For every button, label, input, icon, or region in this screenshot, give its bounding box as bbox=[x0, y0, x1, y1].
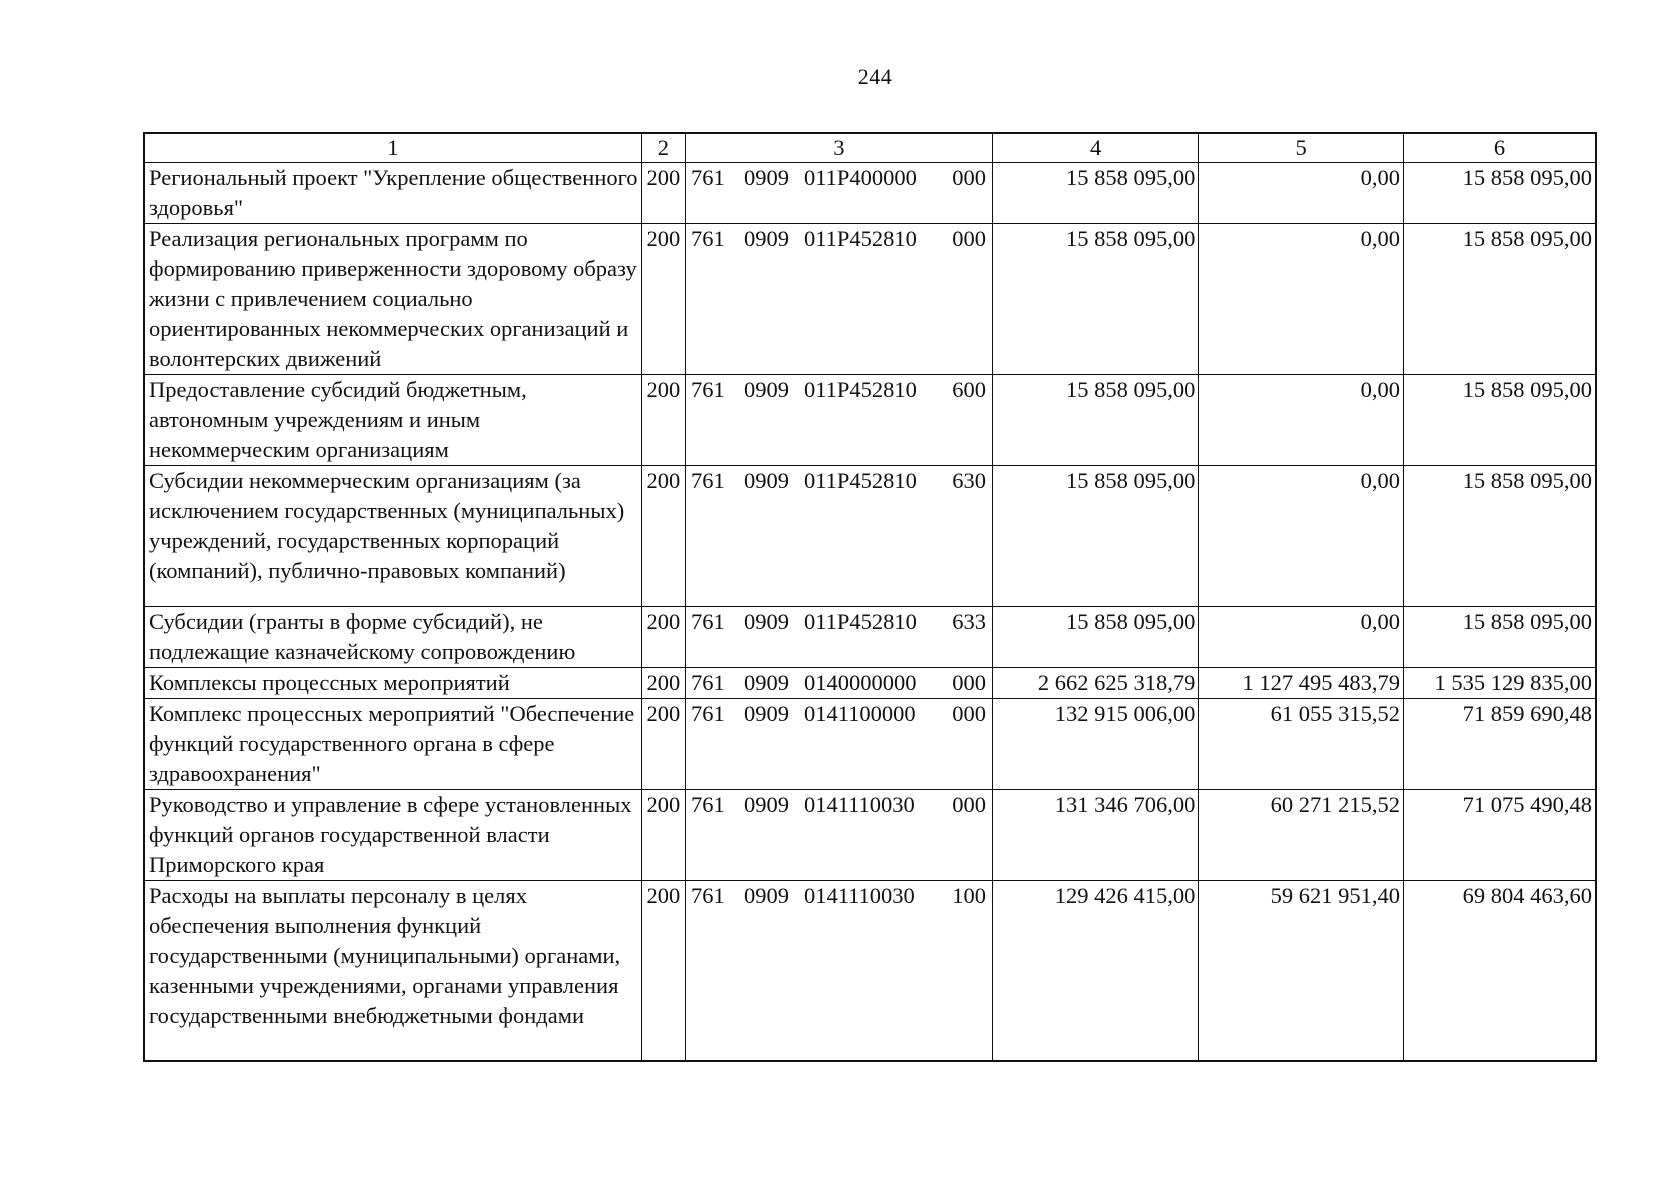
code-section: 0909 bbox=[743, 883, 789, 908]
header-row bbox=[144, 133, 1596, 163]
code-department: 761 bbox=[690, 792, 725, 817]
row-classification-code-cell bbox=[685, 699, 992, 790]
row-amount-col6-cell: 1 535 129 835,00 bbox=[1403, 668, 1596, 699]
table-body bbox=[144, 163, 1596, 1061]
code-department: 761 bbox=[690, 701, 725, 726]
code-section: 0909 bbox=[743, 377, 789, 402]
code-expense-type: 630 bbox=[952, 468, 986, 493]
row-name-cell: Руководство и управление в сфере установленных функций органов государственной власти Приморского края bbox=[144, 790, 641, 881]
row-classification-code-cell bbox=[685, 163, 992, 224]
row-amount-col4-cell: 2 662 625 318,79 bbox=[992, 668, 1199, 699]
row-classification-code-cell bbox=[685, 668, 992, 699]
row-code-200-cell: 200 bbox=[641, 224, 685, 375]
table-row bbox=[144, 790, 1596, 881]
row-amount-col6-cell: 15 858 095,00 bbox=[1403, 607, 1596, 668]
row-name-cell: Субсидии (гранты в форме субсидий), не подлежащие казначейскому сопровождению bbox=[144, 607, 641, 668]
row-amount-col5-cell: 59 621 951,40 bbox=[1199, 881, 1404, 1061]
classification-code bbox=[686, 881, 992, 911]
row-code-200-cell: 200 bbox=[641, 881, 685, 1061]
row-name-cell: Комплексы процессных мероприятий bbox=[144, 668, 641, 699]
code-target-article: 011P452810 bbox=[803, 226, 917, 251]
classification-code bbox=[686, 224, 992, 254]
row-amount-col4-cell: 129 426 415,00 bbox=[992, 881, 1199, 1061]
code-section: 0909 bbox=[743, 226, 789, 251]
row-amount-col5-cell: 0,00 bbox=[1199, 224, 1404, 375]
table-row bbox=[144, 607, 1596, 668]
code-expense-type: 000 bbox=[952, 670, 986, 695]
code-section: 0909 bbox=[743, 468, 789, 493]
page-number: 244 bbox=[857, 64, 893, 89]
code-department: 761 bbox=[690, 670, 725, 695]
row-amount-col4-cell: 15 858 095,00 bbox=[992, 224, 1199, 375]
code-department: 761 bbox=[690, 883, 725, 908]
row-classification-code-cell bbox=[685, 224, 992, 375]
code-expense-type: 633 bbox=[952, 609, 986, 634]
code-target-article: 0140000000 bbox=[803, 670, 917, 695]
code-expense-type: 000 bbox=[952, 165, 986, 190]
row-name-cell: Расходы на выплаты персоналу в целях обеспечения выполнения функций государственными (муниципальными) органами, казенными учреждениями, органами управления государственными внебюджетными фондами bbox=[144, 881, 641, 1061]
table-row bbox=[144, 699, 1596, 790]
row-amount-col5-cell: 0,00 bbox=[1199, 163, 1404, 224]
classification-code bbox=[686, 699, 992, 729]
code-target-article: 011P400000 bbox=[803, 165, 917, 190]
row-amount-col4-cell: 15 858 095,00 bbox=[992, 466, 1199, 607]
classification-code bbox=[686, 466, 992, 496]
row-name-cell: Реализация региональных программ по формированию приверженности здоровому образу жизни с привлечением социально ориентированных некоммерческих организаций и волонтерских движений bbox=[144, 224, 641, 375]
column-header-1: 1 bbox=[144, 133, 641, 163]
code-target-article: 011P452810 bbox=[803, 468, 917, 493]
row-amount-col4-cell: 15 858 095,00 bbox=[992, 163, 1199, 224]
row-amount-col5-cell: 61 055 315,52 bbox=[1199, 699, 1404, 790]
table-row bbox=[144, 224, 1596, 375]
row-name-cell: Субсидии некоммерческим организациям (за исключением государственных (муниципальных) учреждений, государственных корпораций (компаний), публично-правовых компаний) bbox=[144, 466, 641, 607]
row-amount-col6-cell: 15 858 095,00 bbox=[1403, 224, 1596, 375]
row-code-200-cell: 200 bbox=[641, 668, 685, 699]
code-department: 761 bbox=[690, 165, 725, 190]
row-code-200-cell: 200 bbox=[641, 163, 685, 224]
code-expense-type: 600 bbox=[952, 377, 986, 402]
code-target-article: 0141110030 bbox=[803, 792, 915, 817]
column-header-4: 4 bbox=[992, 133, 1199, 163]
row-name-cell: Региональный проект "Укрепление общественного здоровья" bbox=[144, 163, 641, 224]
table-header bbox=[144, 133, 1596, 163]
row-classification-code-cell bbox=[685, 466, 992, 607]
row-amount-col4-cell: 131 346 706,00 bbox=[992, 790, 1199, 881]
code-section: 0909 bbox=[743, 670, 789, 695]
row-name-cell: Комплекс процессных мероприятий "Обеспечение функций государственного органа в сфере здравоохранения" bbox=[144, 699, 641, 790]
row-code-200-cell: 200 bbox=[641, 607, 685, 668]
classification-code bbox=[686, 607, 992, 637]
row-amount-col5-cell: 0,00 bbox=[1199, 466, 1404, 607]
code-target-article: 011P452810 bbox=[803, 377, 917, 402]
row-classification-code-cell bbox=[685, 881, 992, 1061]
row-code-200-cell: 200 bbox=[641, 466, 685, 607]
column-header-5: 5 bbox=[1199, 133, 1404, 163]
row-amount-col6-cell: 69 804 463,60 bbox=[1403, 881, 1596, 1061]
row-amount-col4-cell: 15 858 095,00 bbox=[992, 607, 1199, 668]
row-name-cell: Предоставление субсидий бюджетным, автономным учреждениям и иным некоммерческим организациям bbox=[144, 375, 641, 466]
row-amount-col6-cell: 71 075 490,48 bbox=[1403, 790, 1596, 881]
column-header-3: 3 bbox=[685, 133, 992, 163]
table-row bbox=[144, 375, 1596, 466]
table-row bbox=[144, 668, 1596, 699]
table-row bbox=[144, 163, 1596, 224]
column-header-6: 6 bbox=[1403, 133, 1596, 163]
row-code-200-cell: 200 bbox=[641, 699, 685, 790]
code-section: 0909 bbox=[743, 609, 789, 634]
table-row bbox=[144, 881, 1596, 1061]
code-expense-type: 000 bbox=[952, 226, 986, 251]
code-department: 761 bbox=[690, 609, 725, 634]
column-header-2: 2 bbox=[641, 133, 685, 163]
classification-code bbox=[686, 790, 992, 820]
row-amount-col5-cell: 60 271 215,52 bbox=[1199, 790, 1404, 881]
code-expense-type: 100 bbox=[952, 883, 986, 908]
budget-table bbox=[143, 132, 1597, 1062]
code-department: 761 bbox=[690, 377, 725, 402]
code-target-article: 011P452810 bbox=[803, 609, 917, 634]
row-amount-col6-cell: 15 858 095,00 bbox=[1403, 466, 1596, 607]
code-department: 761 bbox=[690, 226, 725, 251]
row-amount-col5-cell: 0,00 bbox=[1199, 607, 1404, 668]
classification-code bbox=[686, 668, 992, 698]
code-target-article: 0141110030 bbox=[803, 883, 915, 908]
classification-code bbox=[686, 163, 992, 193]
row-amount-col5-cell: 0,00 bbox=[1199, 375, 1404, 466]
row-amount-col6-cell: 15 858 095,00 bbox=[1403, 375, 1596, 466]
row-amount-col4-cell: 132 915 006,00 bbox=[992, 699, 1199, 790]
code-section: 0909 bbox=[743, 701, 789, 726]
row-amount-col4-cell: 15 858 095,00 bbox=[992, 375, 1199, 466]
row-classification-code-cell bbox=[685, 790, 992, 881]
row-code-200-cell: 200 bbox=[641, 790, 685, 881]
code-expense-type: 000 bbox=[952, 792, 986, 817]
code-section: 0909 bbox=[743, 165, 789, 190]
row-code-200-cell: 200 bbox=[641, 375, 685, 466]
code-section: 0909 bbox=[743, 792, 789, 817]
row-amount-col5-cell: 1 127 495 483,79 bbox=[1199, 668, 1404, 699]
code-expense-type: 000 bbox=[952, 701, 986, 726]
row-amount-col6-cell: 15 858 095,00 bbox=[1403, 163, 1596, 224]
row-amount-col6-cell: 71 859 690,48 bbox=[1403, 699, 1596, 790]
classification-code bbox=[686, 375, 992, 405]
code-target-article: 0141100000 bbox=[803, 701, 916, 726]
code-department: 761 bbox=[690, 468, 725, 493]
row-classification-code-cell bbox=[685, 607, 992, 668]
table-row bbox=[144, 466, 1596, 607]
row-classification-code-cell bbox=[685, 375, 992, 466]
